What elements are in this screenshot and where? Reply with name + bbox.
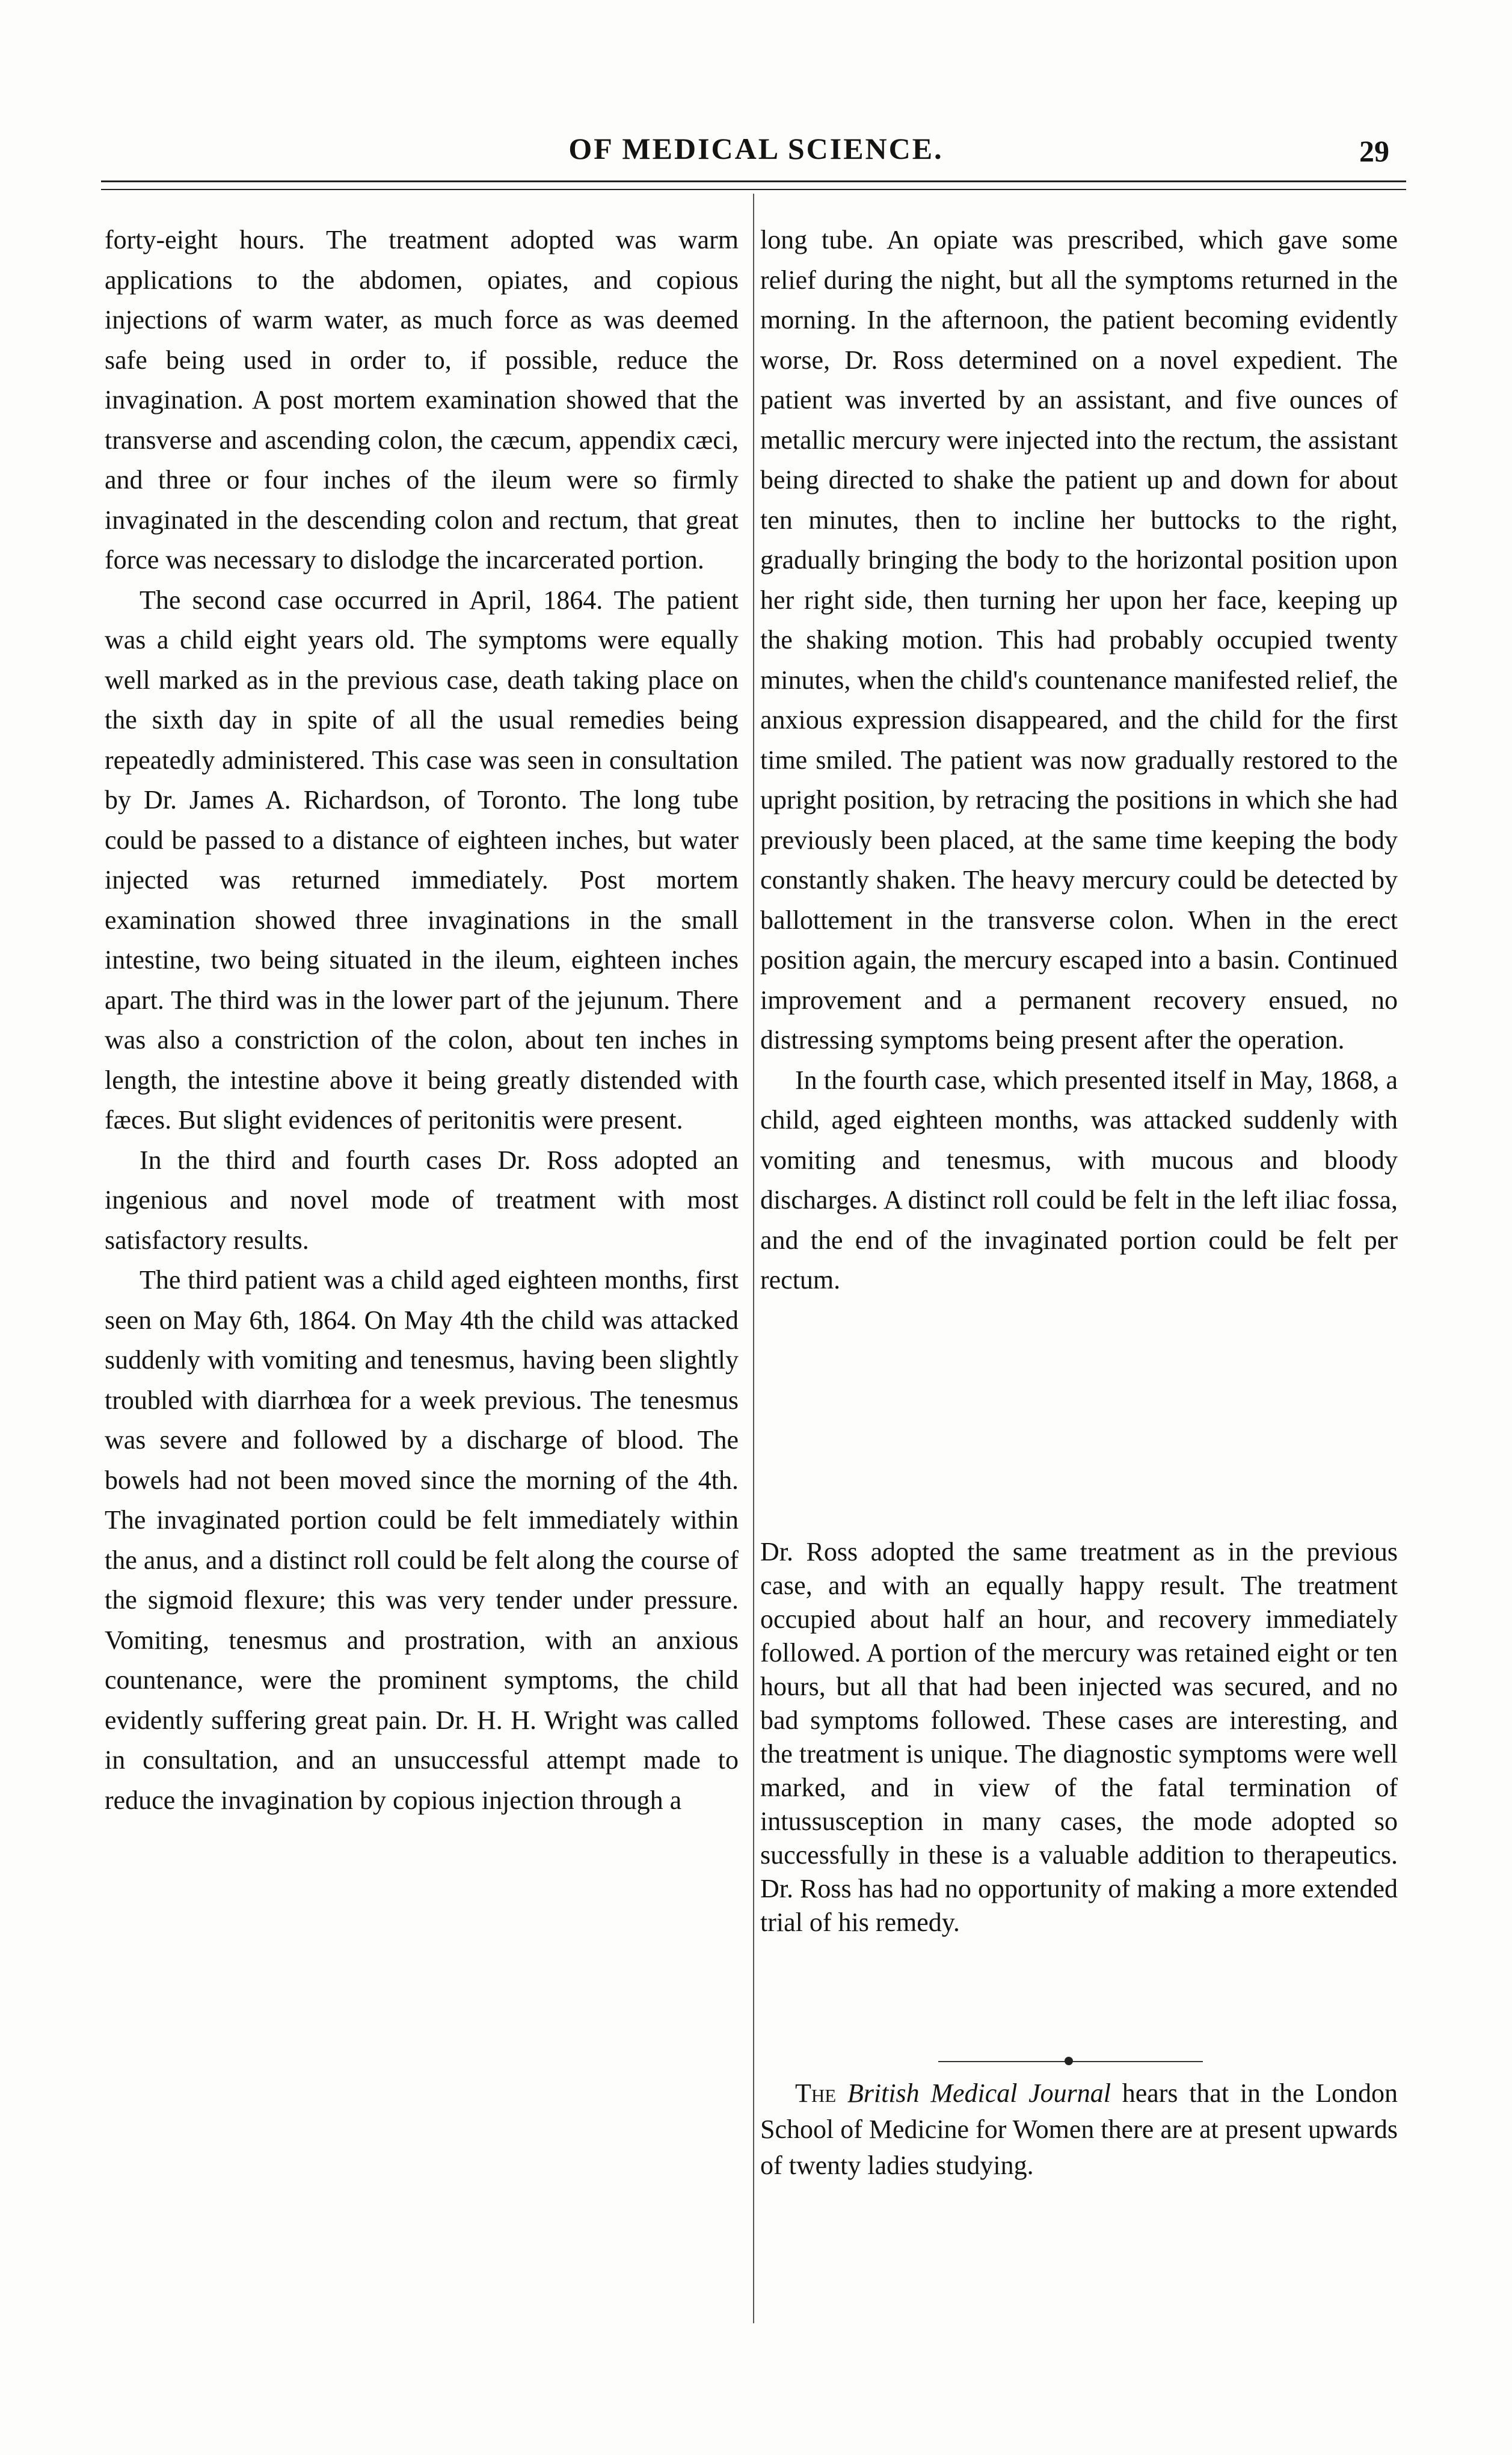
header-rule xyxy=(101,180,1406,182)
running-title: OF MEDICAL SCIENCE. xyxy=(568,132,944,165)
notice-text: hears that in the London School of Medicine for Women there are at present upwards of twenty ladies studying. xyxy=(760,2078,1398,2180)
journal-title: British Medical Journal xyxy=(847,2078,1111,2108)
paragraph-third-patient: The third patient was a child aged eighteen months, first seen on May 6th, 1864. On May 4th the child was attacked suddenly with vomiting and tenesmus, having been slightly troubled with diarrhœa for a week previous. The tenesmus was severe and followed by a discharge of blood. The bowels had not been moved since the morning of the 4th. The invaginated portion could be felt immediately within the anus, and a distinct roll could be felt along the course of the sigmoid flexure; this was very tender under pressure. Vomiting, tenesmus and prostration, with an anxious countenance, were the prominent symptoms, the child evidently suffering great pain. Dr. H. H. Wright was called in consultation, and an unsuccessful attempt made to reduce the invagination by copious injection through a xyxy=(105,1265,739,1815)
right-column xyxy=(760,220,1398,1301)
paragraph-third-fourth-intro: In the third and fourth cases Dr. Ross adopted an ingenious and novel mode of treatment with most satisfactory results. xyxy=(105,1145,739,1255)
running-head xyxy=(0,131,1512,173)
right-column-lower xyxy=(760,1535,1398,1939)
column-divider xyxy=(753,194,754,2323)
page-number: 29 xyxy=(1359,134,1389,168)
paragraph-continuation: forty-eight hours. The treatment adopted was warm applications to the abdomen, opiates, and copious injections of warm water, as much force as was deemed safe being used in order to, if possible, reduce the invagination. A post mortem examination showed that the transverse and ascending colon, the cæcum, appendix cæci, and three or four inches of the ileum were so firmly invaginated in the descending colon and rectum, that great force was necessary to dislodge the incarcerated portion. xyxy=(105,225,739,574)
left-column xyxy=(105,220,739,1820)
paragraph-fourth-case: In the fourth case, which presented itself in May, 1868, a child, aged eighteen months, was attacked suddenly with vomiting and tenesmus, with mucous and bloody discharges. A distinct roll could be felt in the left iliac fossa, and the end of the invaginated portion could be felt per rectum. xyxy=(760,1065,1398,1295)
paragraph-mercury-treatment: long tube. An opiate was prescribed, which gave some relief during the night, but all the symptoms returned in the morning. In the afternoon, the patient becoming evidently worse, Dr. Ross determined on a novel expedient. The patient was inverted by an assistant, and five ounces of metallic mercury were injected into the rectum, the assistant being directed to shake the patient up and down for about ten minutes, then to incline her buttocks to the right, gradually bringing the body to the horizontal position upon her right side, then turning her upon her face, keeping up the shaking motion. This had probably occupied twenty minutes, when the child's countenance manifested relief, the anxious expression disappeared, and the child for the first time smiled. The patient was now gradually restored to the upright position, by retracing the positions in which she had previously been placed, at the same time keeping the body constantly shaken. The heavy mercury could be detected by ballottement in the transverse colon. When in the erect position again, the mercury escaped into a basin. Continued improvement and a permanent recovery ensued, no distressing symptoms being present after the operation. xyxy=(760,225,1398,1055)
paragraph-fourth-case-continued: Dr. Ross adopted the same treatment as in the previous case, and with an equally happy result. The treatment occupied about half an hour, and recovery immediately followed. A portion of the mercury was retained eight or ten hours, but all that had been injected was secured, and no bad symptoms followed. These cases are interesting, and the treatment is unique. The diagnostic symptoms were well marked, and in view of the fatal termination of intussusception in many cases, the mode adopted so successfully in these is a valuable addition to therapeutics. Dr. Ross has had no opportunity of making a more extended trial of his remedy. xyxy=(760,1537,1398,1937)
notice-paragraph xyxy=(760,2075,1398,2184)
news-notice xyxy=(760,2075,1398,2184)
paragraph-second-case: The second case occurred in April, 1864. The patient was a child eight years old. The symptoms were equally well marked as in the previous case, death taking place on the sixth day in spite of all the usual remedies being repeatedly administered. This case was seen in consultation by Dr. James A. Richardson, of Toronto. The long tube could be passed to a distance of eighteen inches, but water injected was returned immediately. Post mortem examination showed three invaginations in the small intestine, two being situated in the ileum, eighteen inches apart. The third was in the lower part of the jejunum. There was also a constriction of the colon, about ten inches in length, the intestine above it being greatly distended with fæces. But slight evidences of peritonitis were present. xyxy=(105,585,739,1135)
header-rule-thin xyxy=(101,189,1406,190)
section-divider-ornament xyxy=(1065,2057,1073,2065)
notice-lead-word: The xyxy=(795,2078,837,2108)
